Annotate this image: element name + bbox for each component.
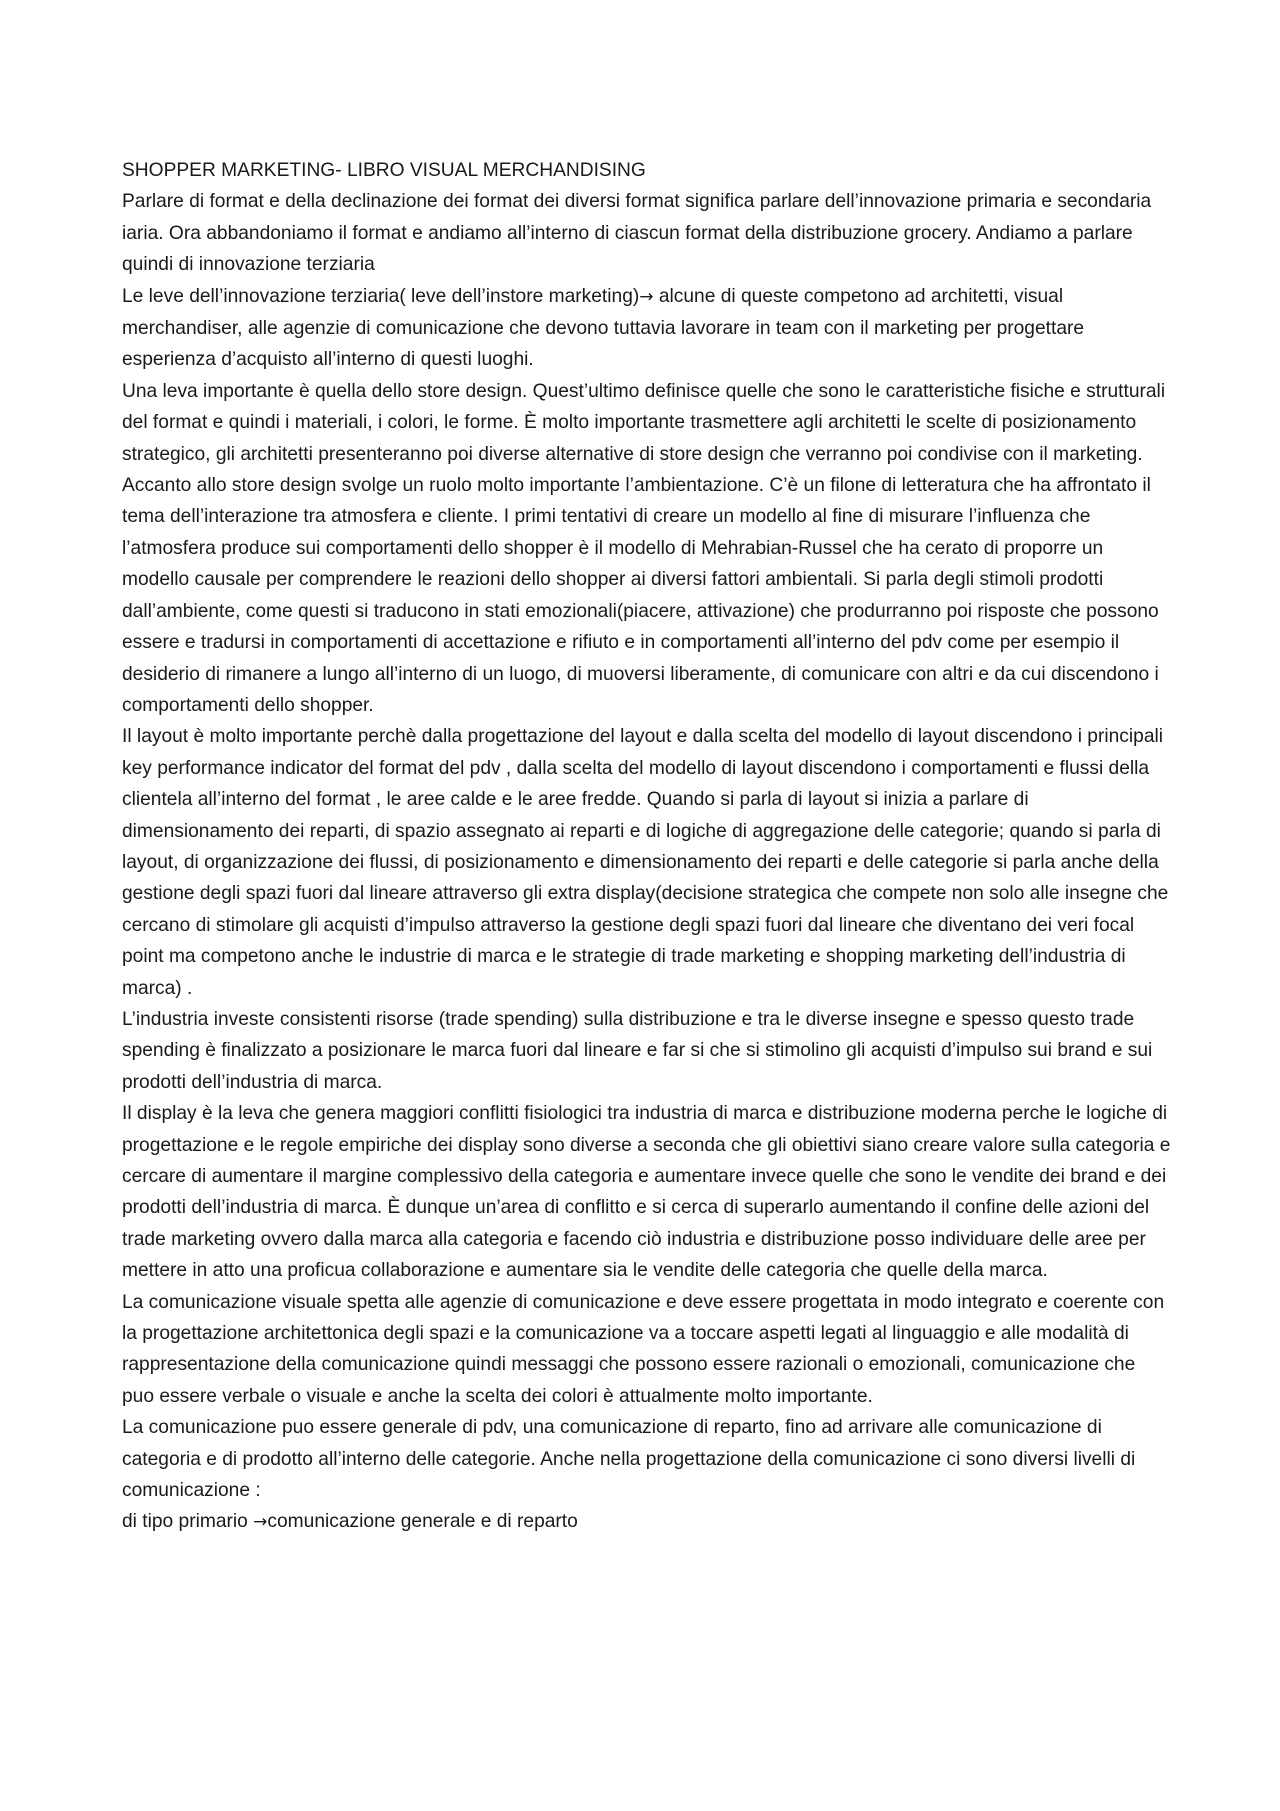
paragraph-ambientazione: Accanto allo store design svolge un ruolo molto importante l’ambientazione. C’è un filone di letteratura che ha affrontato il tema dell’interazione tra atmosfera e cliente. I primi tentativi di creare un modello al fine di misurare l’influenza che l’atmosfera produce sui comportamenti dello shopper è il modello di Mehrabian-Russel che ha cerato di proporre un modello causale per comprendere le reazioni dello shopper ai diversi fattori ambientali. Si parla degli stimoli prodotti dall’ambiente, come questi si traducono in stati emozionali(piacere, attivazione) che produrranno poi risposte che possono essere e tradursi in comportamenti di accettazione e rifiuto e in comportamenti all’interno del pdv come per esempio il desiderio di rimanere a lungo all’interno di un luogo, di muoversi liberamente, di comunicare con altri e da cui discendono i comportamenti dello shopper. (122, 475, 1159, 716)
primary-text-after: comunicazione generale e di reparto (267, 1511, 578, 1533)
paragraph-comunicazione-visuale: La comunicazione visuale spetta alle agenzie di comunicazione e deve essere progettata in modo integrato e coerente con la progettazione architettonica degli spazi e la comunicazione va a toccare aspetti legati al linguaggio e alle modalità di rappresentazione della comunicazione quindi messaggi che possono essere razionali o emozionali, comunicazione che puo essere verbale o visuale e anche la scelta dei colori è attualmente molto importante. (122, 1291, 1165, 1407)
paragraph-leve (122, 281, 1172, 376)
right-arrow-icon: → (639, 286, 654, 307)
leve-text-before: Le leve dell’innovazione terziaria( leve dell’instore marketing) (122, 285, 640, 307)
paragraph-layout: Il layout è molto importante perchè dalla progettazione del layout e dalla scelta del modello di layout discendono i principali key performance indicator del format del pdv , dalla scelta del modello di layout discendono i comportamenti e flussi della clientela all’interno del format , le aree calde e le aree fredde. Quando si parla di layout si inizia a parlare di dimensionamento dei reparti, di spazio assegnato ai reparti e di logiche di aggregazione delle categorie; quando si parla di layout, di organizzazione dei flussi, di posizionamento e dimensionamento dei reparti e delle categorie si parla anche della gestione degli spazi fuori dal lineare attraverso gli extra display(decisione strategica che compete non solo alle insegne che cercano di stimolare gli acquisti d’impulso attraverso la gestione degli spazi fuori dal lineare che diventano dei veri focal point ma competono anche le industrie di marca e le strategie di trade marketing e shopping marketing dell’industria di marca) . (122, 726, 1169, 999)
leve-text-after: alcune di queste competono ad architetti, visual merchandiser, alle agenzie di comunicazione che devono tuttavia lavorare in team con il marketing per progettare esperienza d’acquisto all’interno di questi luoghi. (122, 285, 1085, 371)
document-title: SHOPPER MARKETING- LIBRO VISUAL MERCHANDISING (122, 160, 646, 181)
paragraph-store-design: Una leva importante è quella dello store design. Quest’ultimo definisce quelle che sono le caratteristiche fisiche e strutturali del format e quindi i materiali, i colori, le forme. È molto importante trasmettere agli architetti le scelte di posizionamento strategico, gli architetti presenteranno poi diverse alternative di store design che verranno poi condivise con il marketing. (122, 380, 1166, 465)
paragraph-intro: Parlare di format e della declinazione dei format dei diversi format significa parlare dell’innovazione primaria e secondaria iaria. Ora abbandoniamo il format e andiamo all’interno di ciascun format della distribuzione grocery. Andiamo a parlare quindi di innovazione terziaria (122, 191, 1152, 276)
paragraph-trade-spending: L’industria investe consistenti risorse (trade spending) sulla distribuzione e tra le diverse insegne e spesso questo trade spending è finalizzato a posizionare le marca fuori dal lineare e far si che si stimolino gli acquisti d’impulso sui brand e sui prodotti dell’industria di marca. (122, 1008, 1153, 1093)
paragraph-display: Il display è la leva che genera maggiori conflitti fisiologici tra industria di marca e distribuzione moderna perche le logiche di progettazione e le regole empiriche dei display sono diverse a seconda che gli obiettivi siano creare valore sulla categoria e cercare di aumentare il margine complessivo della categoria e aumentare invece quelle che sono le vendite dei brand e dei prodotti dell’industria di marca. È dunque un’area di conflitto e si cerca di superarlo aumentando il confine delle azioni del trade marketing ovvero dalla marca alla categoria e facendo ciò industria e distribuzione posso individuare delle aree per mettere in atto una proficua collaborazione e aumentare sia le vendite delle categoria che quelle della marca. (122, 1103, 1171, 1282)
right-arrow-icon: → (253, 1512, 268, 1533)
paragraph-tipo-primario (122, 1506, 1172, 1538)
document-body (122, 155, 1172, 1539)
primary-text-before: di tipo primario (122, 1511, 254, 1533)
paragraph-livelli-comunicazione: La comunicazione puo essere generale di pdv, una comunicazione di reparto, fino ad arrivare alle comunicazione di categoria e di prodotto all’interno delle categorie. Anche nella progettazione della comunicazione ci sono diversi livelli di comunicazione : (122, 1417, 1136, 1502)
